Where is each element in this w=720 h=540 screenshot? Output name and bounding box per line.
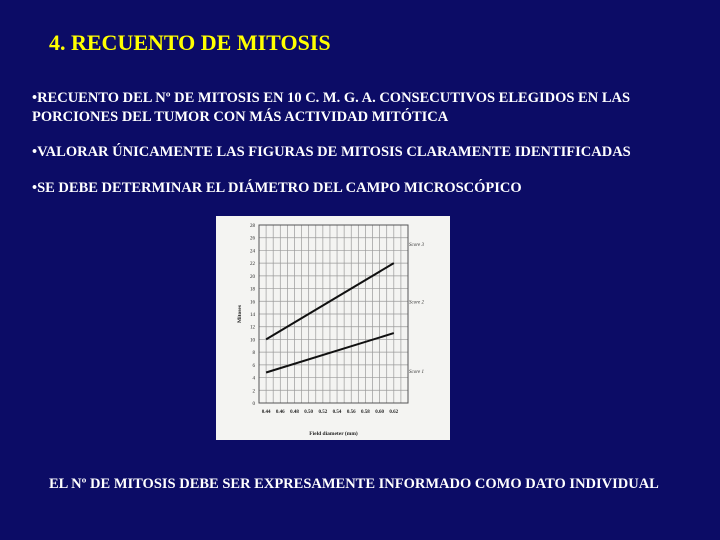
x-tick-label: 0.58 — [361, 410, 370, 415]
y-tick-label: 8 — [252, 351, 255, 357]
x-tick-label: 0.50 — [304, 410, 314, 415]
bullet-identified-figures: •VALORAR ÚNICAMENTE LAS FIGURAS DE MITOSIS CLARAMENTE IDENTIFICADAS — [32, 144, 631, 160]
y-tick-label: 2 — [252, 389, 255, 395]
y-tick-label: 4 — [252, 376, 255, 382]
x-tick-label: 0.62 — [389, 410, 399, 415]
x-tick-label: 0.44 — [261, 410, 271, 415]
y-tick-label: 0 — [252, 402, 255, 407]
score-label-3: Score 3 — [409, 243, 424, 249]
bullet-mitosis-count: •RECUENTO DEL Nº DE MITOSIS EN 10 C. M. G. A. CONSECUTIVOS ELEGIDOS EN LAS PORCIONES DEL TUMOR CON MÁS ACTIVIDAD MITÓTICA — [32, 90, 631, 125]
slide-title: 4. RECUENTO DE MITOSIS — [49, 30, 331, 55]
x-tick-label: 0.52 — [318, 410, 328, 415]
x-tick-label: 0.60 — [375, 410, 384, 415]
y-axis-label: Mitoses — [237, 304, 243, 324]
footer-note: EL Nº DE MITOSIS DEBE SER EXPRESAMENTE INFORMADO COMO DATO INDIVIDUAL — [49, 476, 659, 492]
x-tick-label: 0.48 — [290, 410, 299, 415]
y-tick-label: 10 — [250, 338, 255, 344]
y-tick-label: 12 — [250, 325, 255, 331]
y-tick-label: 24 — [250, 249, 255, 255]
y-tick-label: 20 — [250, 274, 255, 280]
chart-grid — [259, 225, 408, 403]
bullet-field-diameter: •SE DEBE DETERMINAR EL DIÁMETRO DEL CAMPO MICROSCÓPICO — [32, 180, 522, 196]
mitosis-chart — [216, 216, 450, 440]
y-tick-label: 26 — [250, 236, 255, 242]
y-tick-label: 18 — [250, 287, 255, 293]
y-tick-label: 22 — [250, 262, 255, 268]
x-tick-label: 0.56 — [346, 410, 356, 415]
x-tick-label: 0.46 — [275, 410, 285, 415]
y-tick-label: 28 — [250, 224, 255, 229]
y-tick-label: 6 — [252, 363, 255, 369]
x-axis-label: Field diameter (mm) — [309, 431, 358, 437]
score-label-1: Score 1 — [409, 370, 424, 376]
y-tick-label: 14 — [250, 313, 255, 318]
y-tick-label: 16 — [250, 300, 255, 306]
score-label-2: Score 2 — [409, 300, 424, 306]
chart-svg — [216, 216, 450, 440]
x-tick-label: 0.54 — [332, 410, 342, 415]
